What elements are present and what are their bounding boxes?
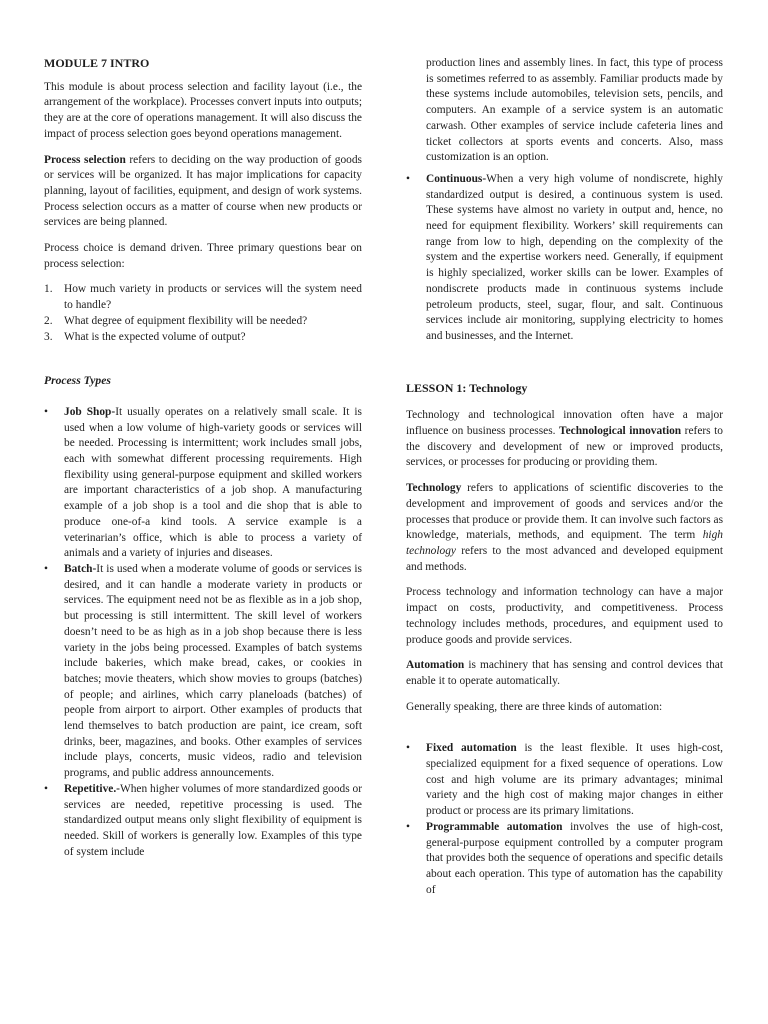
bullet-icon: • bbox=[44, 562, 48, 575]
question-number: 3. bbox=[44, 330, 53, 343]
process-type-repetitive bbox=[44, 782, 362, 861]
automation-types-list bbox=[406, 741, 723, 898]
left-column bbox=[44, 56, 362, 860]
process-type-job-shop bbox=[44, 405, 362, 562]
automation-paragraph bbox=[406, 658, 723, 689]
question-item bbox=[44, 314, 362, 330]
automation-type-fixed bbox=[406, 741, 723, 820]
automation-kinds-paragraph: Generally speaking, there are three kinds of automation: bbox=[406, 700, 663, 713]
term: Job Shop- bbox=[64, 405, 116, 418]
description: When a very high volume of nondiscrete, highly standardized output is desired, a continuous system is used. These systems have almost no variety in output and, hence, no need for equipment flexibility. Workers’ skill requirements can range from low to high, depending on the complexity of the system and the expertise workers need. Generally, if equipment is highly specialized, worker skills can be lower. Examples of nondiscrete products made in continuous systems include petroleum products, steel, sugar, flour, and salt. Continuous services include air monitoring, supplying electricity to homes and businesses, and the Internet. bbox=[426, 172, 723, 342]
description: When higher volumes of more standardized goods or services are needed, repetitive processing is used. The standardized output means only slight flexibility of equipment is needed. Skill of workers is generally low. Examples of this type of system include bbox=[64, 782, 362, 858]
bullet-icon: • bbox=[406, 742, 410, 755]
text: refers to the discovery and development of new or improved products, services, or processes for producing or providing them. bbox=[406, 425, 723, 469]
term: Repetitive.- bbox=[64, 782, 120, 795]
term: Continuous- bbox=[426, 172, 487, 185]
bullet-icon: • bbox=[44, 782, 48, 795]
question-text: What is the expected volume of output? bbox=[64, 330, 246, 343]
question-number: 1. bbox=[44, 283, 53, 296]
technology-term: Technology bbox=[406, 482, 462, 495]
question-text: How much variety in products or services will the system need to handle? bbox=[64, 283, 362, 312]
high-technology-term: high technology bbox=[406, 529, 723, 557]
process-choice-paragraph: Process choice is demand driven. Three primary questions bear on process selection: bbox=[44, 242, 362, 270]
bullet-icon: • bbox=[406, 172, 410, 185]
bullet-icon: • bbox=[44, 405, 48, 418]
right-column bbox=[406, 56, 723, 898]
continuous-list bbox=[406, 172, 723, 345]
term: Programmable automation bbox=[426, 820, 563, 833]
description: is the least flexible. It uses high-cost, specialized equipment for a fixed sequence of operations. Low cost and high volume are its primary advantages; minimal variety and the high cost of making major changes in either product or process are its primary limitations. bbox=[426, 742, 723, 818]
module-title: MODULE 7 INTRO bbox=[44, 56, 150, 70]
lesson-title: LESSON 1: Technology bbox=[406, 380, 528, 395]
process-selection-paragraph bbox=[44, 153, 362, 232]
process-selection-term: Process selection bbox=[44, 153, 126, 166]
question-text: What degree of equipment flexibility will be needed? bbox=[64, 314, 308, 327]
process-types-list bbox=[44, 405, 362, 860]
question-item bbox=[44, 330, 362, 346]
technological-innovation-term: Technological innovation bbox=[559, 425, 682, 438]
text: Technology and technological innovation often have a major influence on business processes. bbox=[406, 409, 723, 438]
tech-paragraph-3: Process technology and information technology can have a major impact on costs, productivity, and competitiveness. Process technology includes methods, procedures, and equipment used to produce goods and provide services. bbox=[406, 586, 723, 646]
automation-term: Automation bbox=[406, 659, 465, 672]
description: It is used when a moderate volume of goods or services is desired, and it can handle a moderate variety in products or services. The equipment need not be as flexible as in a job shop, but processing is still intermittent. The skill level of workers doesn’t need to be as high as in a job shop because there is less variety in the jobs being processed. Examples of batch systems include bakeries, which make bread, cakes, or cookies in batches; movie theaters, which show movies to groups (batches) of people; and airlines, which carry planeloads (batches) of people from airport to airport. Other examples of products that lend themselves to batch production are paint, ice cream, soft drinks, beer, magazines, and books. Other examples of services include plays, concerts, music videos, radio and television programs, and public address announcements. bbox=[64, 562, 362, 780]
text: refers to the most advanced and developed equipment and methods. bbox=[406, 544, 723, 573]
description: involves the use of high-cost, general-purpose equipment controlled by a computer program that provides both the sequence of operations and specific details about each operation. This type of automation has the capability of bbox=[426, 820, 723, 896]
intro-paragraph: This module is about process selection and facility layout (i.e., the arrangement of the workplace). Processes convert inputs into outputs; they are at the core of operations management. It will also discuss the impact of process selection goes beyond operations management. bbox=[44, 80, 362, 140]
description: It usually operates on a relatively small scale. It is used when a low volume of high-variety goods or services will be needed. Processing is intermittent; work includes small jobs, each with somewhat different processing requirements. High flexibility using general-purpose equipment and skilled workers are important characteristics of a job shop. A manufacturing example of a job shop is a tool and die shop that is able to produce one-of-a kind tools. A service example is a veterinarian’s office, which is able to process a variety of animals and a variety of injuries and diseases. bbox=[64, 405, 362, 560]
question-number: 2. bbox=[44, 314, 53, 327]
process-type-batch bbox=[44, 562, 362, 782]
question-list bbox=[44, 282, 362, 345]
text: refers to applications of scientific discoveries to the development and improvement of goods and services and/or the processes that produce or provide them. It can involve such factors as knowledge, materials, methods, and equipment. The term bbox=[406, 482, 723, 542]
term: Fixed automation bbox=[426, 742, 517, 755]
repetitive-continuation: production lines and assembly lines. In fact, this type of process is sometimes referred to as assembly. Familiar products made by these systems include automobiles, television sets, pencils, and computers. An example of a service system is an automatic carwash. Other examples of service include cafeteria lines and ticket collectors at sports events and concerts. Also, mass customization is an option. bbox=[426, 57, 723, 164]
tech-paragraph-1 bbox=[406, 408, 723, 471]
term: Batch- bbox=[64, 562, 97, 575]
automation-type-programmable bbox=[406, 820, 723, 899]
tech-paragraph-2 bbox=[406, 481, 723, 575]
process-type-continuous bbox=[406, 172, 723, 345]
bullet-icon: • bbox=[406, 820, 410, 833]
question-item bbox=[44, 282, 362, 313]
process-types-heading: Process Types bbox=[44, 374, 111, 388]
process-selection-text: refers to deciding on the way production of goods or services will be organized. It has major implications for capacity planning, layout of facilities, equipment, and design of work systems. Process selection occurs as a matter of course when new products or services are being planned. bbox=[44, 153, 362, 229]
text: is machinery that has sensing and control devices that enable it to operate automatically. bbox=[406, 659, 723, 687]
